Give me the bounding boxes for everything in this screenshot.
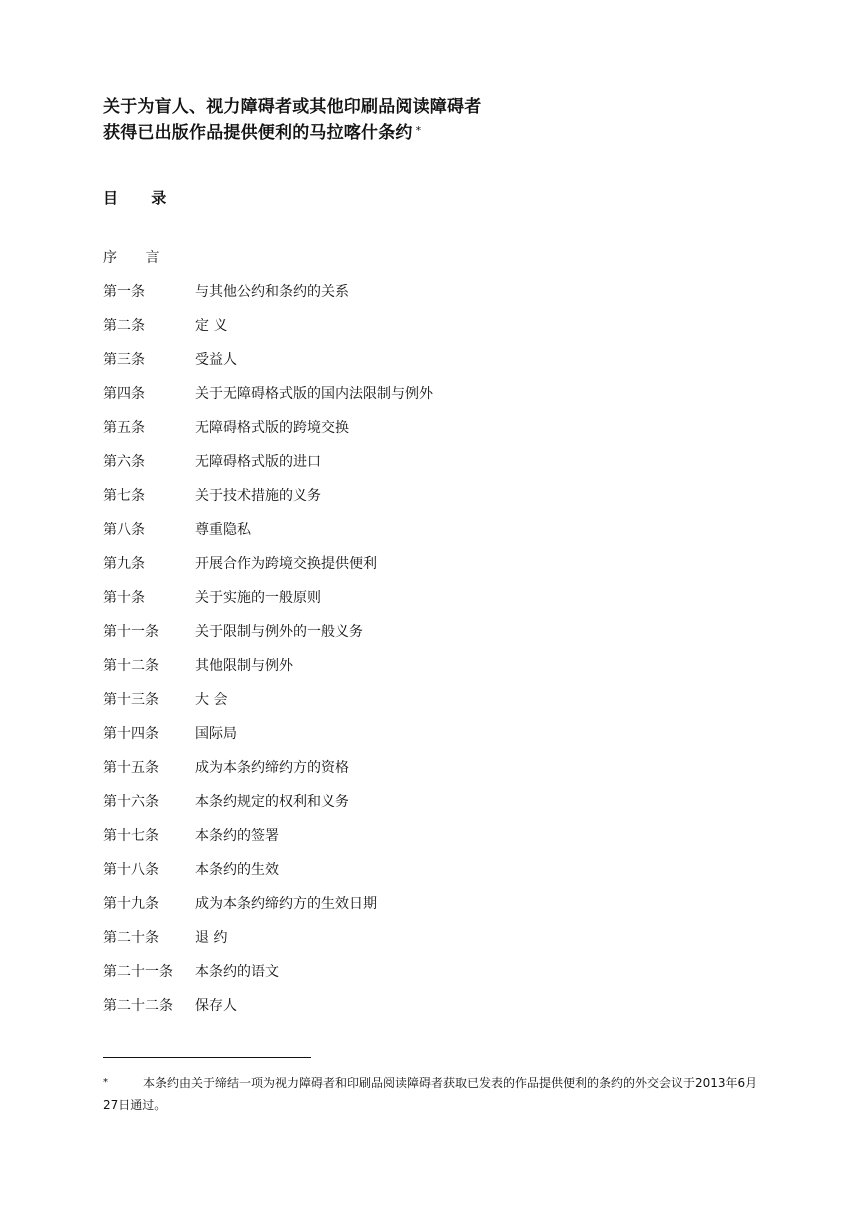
- toc-item-title: 本条约规定的权利和义务: [195, 794, 349, 810]
- toc-item-number: 第十一条: [103, 624, 159, 640]
- table-of-contents: [103, 240, 663, 1022]
- toc-item[interactable]: [103, 784, 663, 818]
- title-line-2-text: 获得已出版作品提供便利的马拉喀什条约: [103, 123, 413, 143]
- toc-item-title: 受益人: [195, 352, 237, 368]
- toc-item-number: 第十二条: [103, 658, 159, 674]
- toc-item[interactable]: [103, 240, 663, 274]
- title-line-1: 关于为盲人、视力障碍者或其他印刷品阅读障碍者: [103, 97, 482, 117]
- toc-item-title: 成为本条约缔约方的资格: [195, 760, 349, 776]
- toc-item-number: 序 言: [103, 250, 172, 266]
- toc-item-title: 保存人: [195, 998, 237, 1014]
- toc-item[interactable]: [103, 478, 663, 512]
- toc-item-number: 第五条: [103, 420, 145, 436]
- toc-item[interactable]: [103, 376, 663, 410]
- toc-item-number: 第三条: [103, 352, 145, 368]
- footnote-divider: [103, 1057, 311, 1058]
- toc-item-number: 第六条: [103, 454, 145, 470]
- footnote-mark: *: [103, 1077, 108, 1088]
- toc-item[interactable]: [103, 614, 663, 648]
- toc-item-title: 开展合作为跨境交换提供便利: [195, 556, 377, 572]
- toc-item-title: 本条约的签署: [195, 828, 279, 844]
- toc-item[interactable]: [103, 410, 663, 444]
- toc-item-title: 退 约: [195, 930, 228, 946]
- toc-item[interactable]: [103, 682, 663, 716]
- toc-item-number: 第四条: [103, 386, 145, 402]
- toc-item[interactable]: [103, 580, 663, 614]
- toc-item[interactable]: [103, 886, 663, 920]
- toc-item-number: 第二十二条: [103, 998, 173, 1014]
- title-footnote-mark[interactable]: *: [415, 124, 422, 137]
- toc-item-title: 定 义: [195, 318, 228, 334]
- toc-item[interactable]: [103, 852, 663, 886]
- footnote-text: 本条约由关于缔结一项为视力障碍者和印刷品阅读障碍者获取已发表的作品提供便利的条约的外交会议于2013年6月27日通过。: [103, 1076, 758, 1112]
- toc-item-title: 关于限制与例外的一般义务: [195, 624, 363, 640]
- toc-item-title: 无障碍格式版的跨境交换: [195, 420, 349, 436]
- toc-item[interactable]: [103, 308, 663, 342]
- toc-item-number: 第一条: [103, 284, 145, 300]
- toc-item[interactable]: [103, 988, 663, 1022]
- toc-item-number: 第二条: [103, 318, 145, 334]
- footnote: [103, 1072, 763, 1116]
- toc-item-number: 第八条: [103, 522, 145, 538]
- title-line-2: [103, 120, 481, 146]
- toc-item-number: 第十五条: [103, 760, 159, 776]
- toc-item[interactable]: [103, 648, 663, 682]
- toc-item-title: 关于实施的一般原则: [195, 590, 321, 606]
- toc-item-number: 第十四条: [103, 726, 159, 742]
- toc-item-title: 其他限制与例外: [195, 658, 293, 674]
- toc-item-title: 国际局: [195, 726, 237, 742]
- toc-item-number: 第二十条: [103, 930, 159, 946]
- toc-item[interactable]: [103, 920, 663, 954]
- toc-item[interactable]: [103, 546, 663, 580]
- toc-item-number: 第二十一条: [103, 964, 173, 980]
- toc-item-number: 第十条: [103, 590, 145, 606]
- toc-item-title: 本条约的语文: [195, 964, 279, 980]
- toc-item-number: 第十六条: [103, 794, 159, 810]
- toc-item[interactable]: [103, 716, 663, 750]
- toc-item[interactable]: [103, 444, 663, 478]
- toc-item-title: 无障碍格式版的进口: [195, 454, 321, 470]
- document-title: [103, 94, 481, 146]
- toc-item[interactable]: [103, 750, 663, 784]
- toc-item-title: 关于技术措施的义务: [195, 488, 321, 504]
- toc-item-title: 本条约的生效: [195, 862, 279, 878]
- toc-item[interactable]: [103, 512, 663, 546]
- toc-item-number: 第九条: [103, 556, 145, 572]
- toc-item-title: 尊重隐私: [195, 522, 251, 538]
- toc-heading: 目 录: [103, 189, 181, 207]
- toc-item[interactable]: [103, 342, 663, 376]
- toc-item-number: 第十七条: [103, 828, 159, 844]
- toc-item-title: 成为本条约缔约方的生效日期: [195, 896, 377, 912]
- toc-item-title: 大 会: [195, 692, 228, 708]
- toc-item[interactable]: [103, 274, 663, 308]
- toc-item-title: 关于无障碍格式版的国内法限制与例外: [195, 386, 433, 402]
- toc-item-number: 第七条: [103, 488, 145, 504]
- toc-item[interactable]: [103, 954, 663, 988]
- toc-item-number: 第十九条: [103, 896, 159, 912]
- toc-item-number: 第十八条: [103, 862, 159, 878]
- toc-item-number: 第十三条: [103, 692, 159, 708]
- toc-item[interactable]: [103, 818, 663, 852]
- toc-item-title: 与其他公约和条约的关系: [195, 284, 349, 300]
